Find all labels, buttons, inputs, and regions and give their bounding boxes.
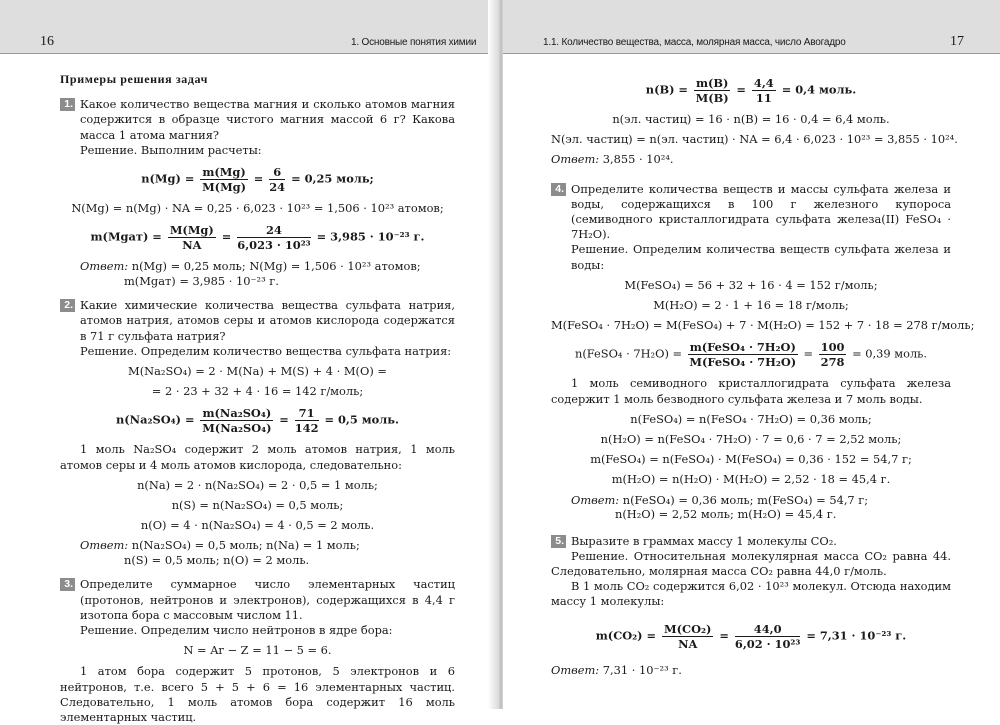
- fraction: [200, 165, 247, 194]
- eq-sign: =: [803, 346, 814, 361]
- eq-sign: =: [221, 229, 232, 244]
- eq-lhs: n(B) =: [645, 82, 688, 97]
- paragraph: 1 атом бора содержит 5 протонов, 5 электронов и 6 нейтронов, т.е. всего 5 + 5 + 6 = 16 элементарных частиц. Следовательно, 1 моль атомов бора содержит 16 моль элементарных частиц.: [60, 664, 455, 725]
- fraction: [295, 406, 319, 435]
- equation: M(FeSO₄ · 7H₂O) = M(FeSO₄) + 7 · M(H₂O) = 152 + 7 · 18 = 278 г/моль;: [551, 318, 975, 333]
- task-question: Определите суммарное число элементарных частиц (протонов, нейтронов и электронов), содержащихся в 4,4 г изотопа бора с массовым числом 11.: [80, 577, 455, 622]
- eq-rhs: = 0,4 моль.: [781, 82, 857, 97]
- equation: [551, 622, 951, 651]
- equation: N = Ar − Z = 11 − 5 = 6.: [183, 643, 332, 658]
- task-number-badge: 1.: [60, 98, 75, 111]
- numerator: M(Mg): [169, 223, 214, 238]
- task-number-badge: 5.: [551, 535, 566, 548]
- left-header: [0, 0, 497, 54]
- task-1: [60, 97, 455, 158]
- equation: = 2 · 23 + 32 + 4 · 16 = 142 г/моль;: [151, 384, 364, 399]
- task-5: [551, 534, 951, 549]
- task-solution-intro: Решение. Определим количества веществ сульфата железа и воды:: [571, 242, 951, 272]
- task-question: Какое количество вещества магния и сколько атомов магния содержится в образце чистого магния массой 6 г? Какова масса 1 атома магния?: [80, 97, 455, 142]
- fraction: [694, 76, 730, 105]
- paragraph: 1 моль Na₂SO₄ содержит 2 моль атомов натрия, 1 моль атомов серы и 4 моль атомов кислорода, следовательно:: [60, 442, 455, 472]
- answer: [551, 152, 951, 167]
- numerator: 71: [295, 406, 319, 421]
- denominator: 278: [820, 355, 845, 370]
- eq-lhs: m(Mgат) =: [90, 229, 162, 244]
- numerator: m(Mg): [202, 165, 246, 180]
- task-solution-intro: Решение. Определим число нейтронов в ядре бора:: [80, 623, 393, 638]
- paragraph: Решение. Относительная молекулярная масса CO₂ равна 44. Следовательно, молярная масса CO₂ равна 44,0 г/моль.: [551, 548, 951, 579]
- equation: n(эл. частиц) = 16 · n(B) = 16 · 0,4 = 6,4 моль.: [612, 112, 890, 126]
- page-number-left: 16: [40, 34, 54, 49]
- answer-line: 3,855 · 10²⁴.: [602, 152, 674, 167]
- answer-line: m(Mgат) = 3,985 · 10⁻²³ г.: [124, 273, 279, 288]
- eq-sign: =: [279, 412, 289, 427]
- answer-line: n(H₂O) = 2,52 моль; m(H₂O) = 45,4 г.: [615, 507, 837, 522]
- task-question: Определите количества веществ и массы сульфата железа и воды, содержащихся в 100 г железного купороса (семиводного кристаллогидрата сульфата железа(II) FeSO₄ · 7H₂O).: [571, 181, 951, 242]
- equation: M(H₂O) = 2 · 1 + 16 = 18 г/моль;: [653, 298, 849, 313]
- eq-rhs: = 7,31 · 10⁻²³ г.: [806, 628, 907, 643]
- numerator: M(CO₂): [664, 621, 712, 636]
- numerator: 44,0: [735, 622, 800, 637]
- answer-line: n(FeSO₄) = 0,36 моль; m(FeSO₄) = 54,7 г;: [622, 492, 869, 507]
- eq-lhs: n(Na₂SO₄) =: [116, 412, 195, 427]
- fraction: [819, 340, 847, 369]
- equation: n(H₂O) = n(FeSO₄ · 7H₂O) · 7 = 0,6 · 7 = 2,52 моль;: [600, 432, 902, 447]
- task-question: Какие химические количества вещества сульфата натрия, атомов натрия, атомов серы и атомов кислорода содержатся в 71 г сульфата натрия?: [80, 298, 455, 343]
- task-solution-intro: Решение. Определим количество вещества сульфата натрия:: [80, 343, 452, 358]
- page-number-right: 17: [950, 34, 964, 49]
- denominator: 142: [294, 421, 319, 436]
- equation: N(эл. частиц) = n(эл. частиц) · NA = 6,4 · 6,023 · 10²³ = 3,855 · 10²⁴.: [551, 132, 958, 147]
- running-head-right: 1.1. Количество вещества, масса, молярная масса, число Авогадро: [543, 37, 846, 48]
- equation: [551, 76, 951, 105]
- numerator: m(FeSO₄ · 7H₂O): [689, 340, 796, 355]
- equation: [60, 223, 455, 252]
- numerator: 24: [237, 223, 310, 238]
- task-question: Выразите в граммах массу 1 молекулы CO₂.: [571, 533, 837, 548]
- eq-sign: =: [719, 628, 729, 643]
- fraction: [200, 406, 273, 435]
- answer-label: Ответ:: [80, 259, 129, 274]
- numerator: 100: [820, 340, 845, 355]
- denominator: 24: [269, 180, 286, 195]
- right-page: [503, 0, 1000, 709]
- denominator: M(FeSO₄ · 7H₂O): [689, 355, 797, 370]
- answer: [80, 259, 455, 288]
- fraction: [662, 622, 713, 651]
- eq-rhs: = 0,25 моль;: [291, 171, 374, 186]
- task-3: [60, 577, 455, 638]
- answer-label: Ответ:: [551, 152, 600, 167]
- fraction: [269, 165, 285, 194]
- numerator: 6: [269, 165, 285, 180]
- running-head-left: 1. Основные понятия химии: [351, 37, 477, 48]
- numerator: 4,4: [753, 76, 774, 90]
- left-page: [0, 0, 497, 725]
- paragraph: В 1 моль CO₂ содержится 6,02 · 10²³ молекул. Отсюда находим массу 1 молекулы:: [551, 579, 951, 609]
- denominator: 6,02 · 10²³: [734, 636, 801, 651]
- equation: m(FeSO₄) = n(FeSO₄) · M(FeSO₄) = 0,36 · 152 = 54,7 г;: [590, 452, 912, 467]
- denominator: 6,023 · 10²³: [237, 238, 311, 253]
- fraction: [237, 223, 310, 252]
- right-content: [551, 62, 975, 682]
- fraction: [752, 76, 776, 105]
- answer-label: Ответ:: [571, 492, 620, 507]
- answer-line: n(Na₂SO₄) = 0,5 моль; n(Na) = 1 моль;: [131, 538, 360, 553]
- right-header: [503, 0, 1000, 54]
- left-content: [60, 62, 455, 725]
- equation: [60, 165, 455, 194]
- fraction: [735, 622, 800, 651]
- eq-sign: =: [253, 171, 264, 186]
- answer: [80, 538, 455, 567]
- equation: M(FeSO₄) = 56 + 32 + 16 · 4 = 152 г/моль;: [624, 277, 878, 292]
- answer: [551, 663, 951, 678]
- task-2: [60, 298, 455, 359]
- equation: n(FeSO₄) = n(FeSO₄ · 7H₂O) = 0,36 моль;: [630, 411, 872, 426]
- eq-lhs: n(FeSO₄ · 7H₂O) =: [574, 346, 683, 361]
- task-4: [551, 182, 951, 273]
- denominator: 11: [755, 91, 772, 105]
- eq-sign: =: [736, 82, 746, 97]
- answer-label: Ответ:: [80, 538, 129, 553]
- task-number-badge: 3.: [60, 578, 75, 591]
- eq-rhs: = 0,5 моль.: [324, 412, 399, 427]
- paragraph: 1 моль семиводного кристаллогидрата сульфата железа содержит 1 моль безводного сульфата железа и 7 моль воды.: [551, 376, 951, 406]
- denominator: NA: [678, 636, 698, 651]
- answer-line: n(Mg) = 0,25 моль; N(Mg) = 1,506 · 10²³ атомов;: [131, 259, 421, 274]
- equation: [60, 406, 455, 435]
- eq-lhs: n(Mg) =: [141, 171, 195, 186]
- equation: N(Mg) = n(Mg) · NA = 0,25 · 6,023 · 10²³ = 1,506 · 10²³ атомов;: [71, 201, 444, 216]
- equation: [551, 340, 951, 369]
- denominator: NA: [182, 238, 202, 253]
- denominator: M(B): [695, 91, 729, 105]
- fraction: [688, 340, 798, 369]
- equation: n(O) = 4 · n(Na₂SO₄) = 4 · 0,5 = 2 моль.: [140, 518, 375, 533]
- answer-line: n(S) = 0,5 моль; n(O) = 2 моль.: [124, 552, 310, 567]
- numerator: m(B): [695, 76, 729, 90]
- section-title: Примеры решения задач: [60, 72, 209, 86]
- answer: [571, 493, 951, 522]
- equation: m(H₂O) = n(H₂O) · M(H₂O) = 2,52 · 18 = 45,4 г.: [611, 472, 891, 487]
- answer-line: 7,31 · 10⁻²³ г.: [602, 662, 682, 677]
- answer-label: Ответ:: [551, 662, 600, 677]
- equation: n(Na) = 2 · n(Na₂SO₄) = 2 · 0,5 = 1 моль;: [137, 477, 378, 492]
- equation: n(S) = n(Na₂SO₄) = 0,5 моль;: [171, 498, 344, 513]
- eq-lhs: m(CO₂) =: [595, 628, 657, 643]
- task-number-badge: 4.: [551, 183, 566, 196]
- fraction: [168, 223, 216, 252]
- eq-rhs: = 0,39 моль.: [852, 346, 928, 361]
- denominator: M(Mg): [202, 180, 247, 195]
- task-number-badge: 2.: [60, 299, 75, 312]
- denominator: M(Na₂SO₄): [202, 421, 272, 436]
- equation: M(Na₂SO₄) = 2 · M(Na) + M(S) + 4 · M(O) =: [128, 364, 387, 379]
- task-solution-intro: Решение. Выполним расчеты:: [80, 142, 262, 157]
- numerator: m(Na₂SO₄): [202, 406, 272, 421]
- eq-rhs: = 3,985 · 10⁻²³ г.: [316, 229, 425, 244]
